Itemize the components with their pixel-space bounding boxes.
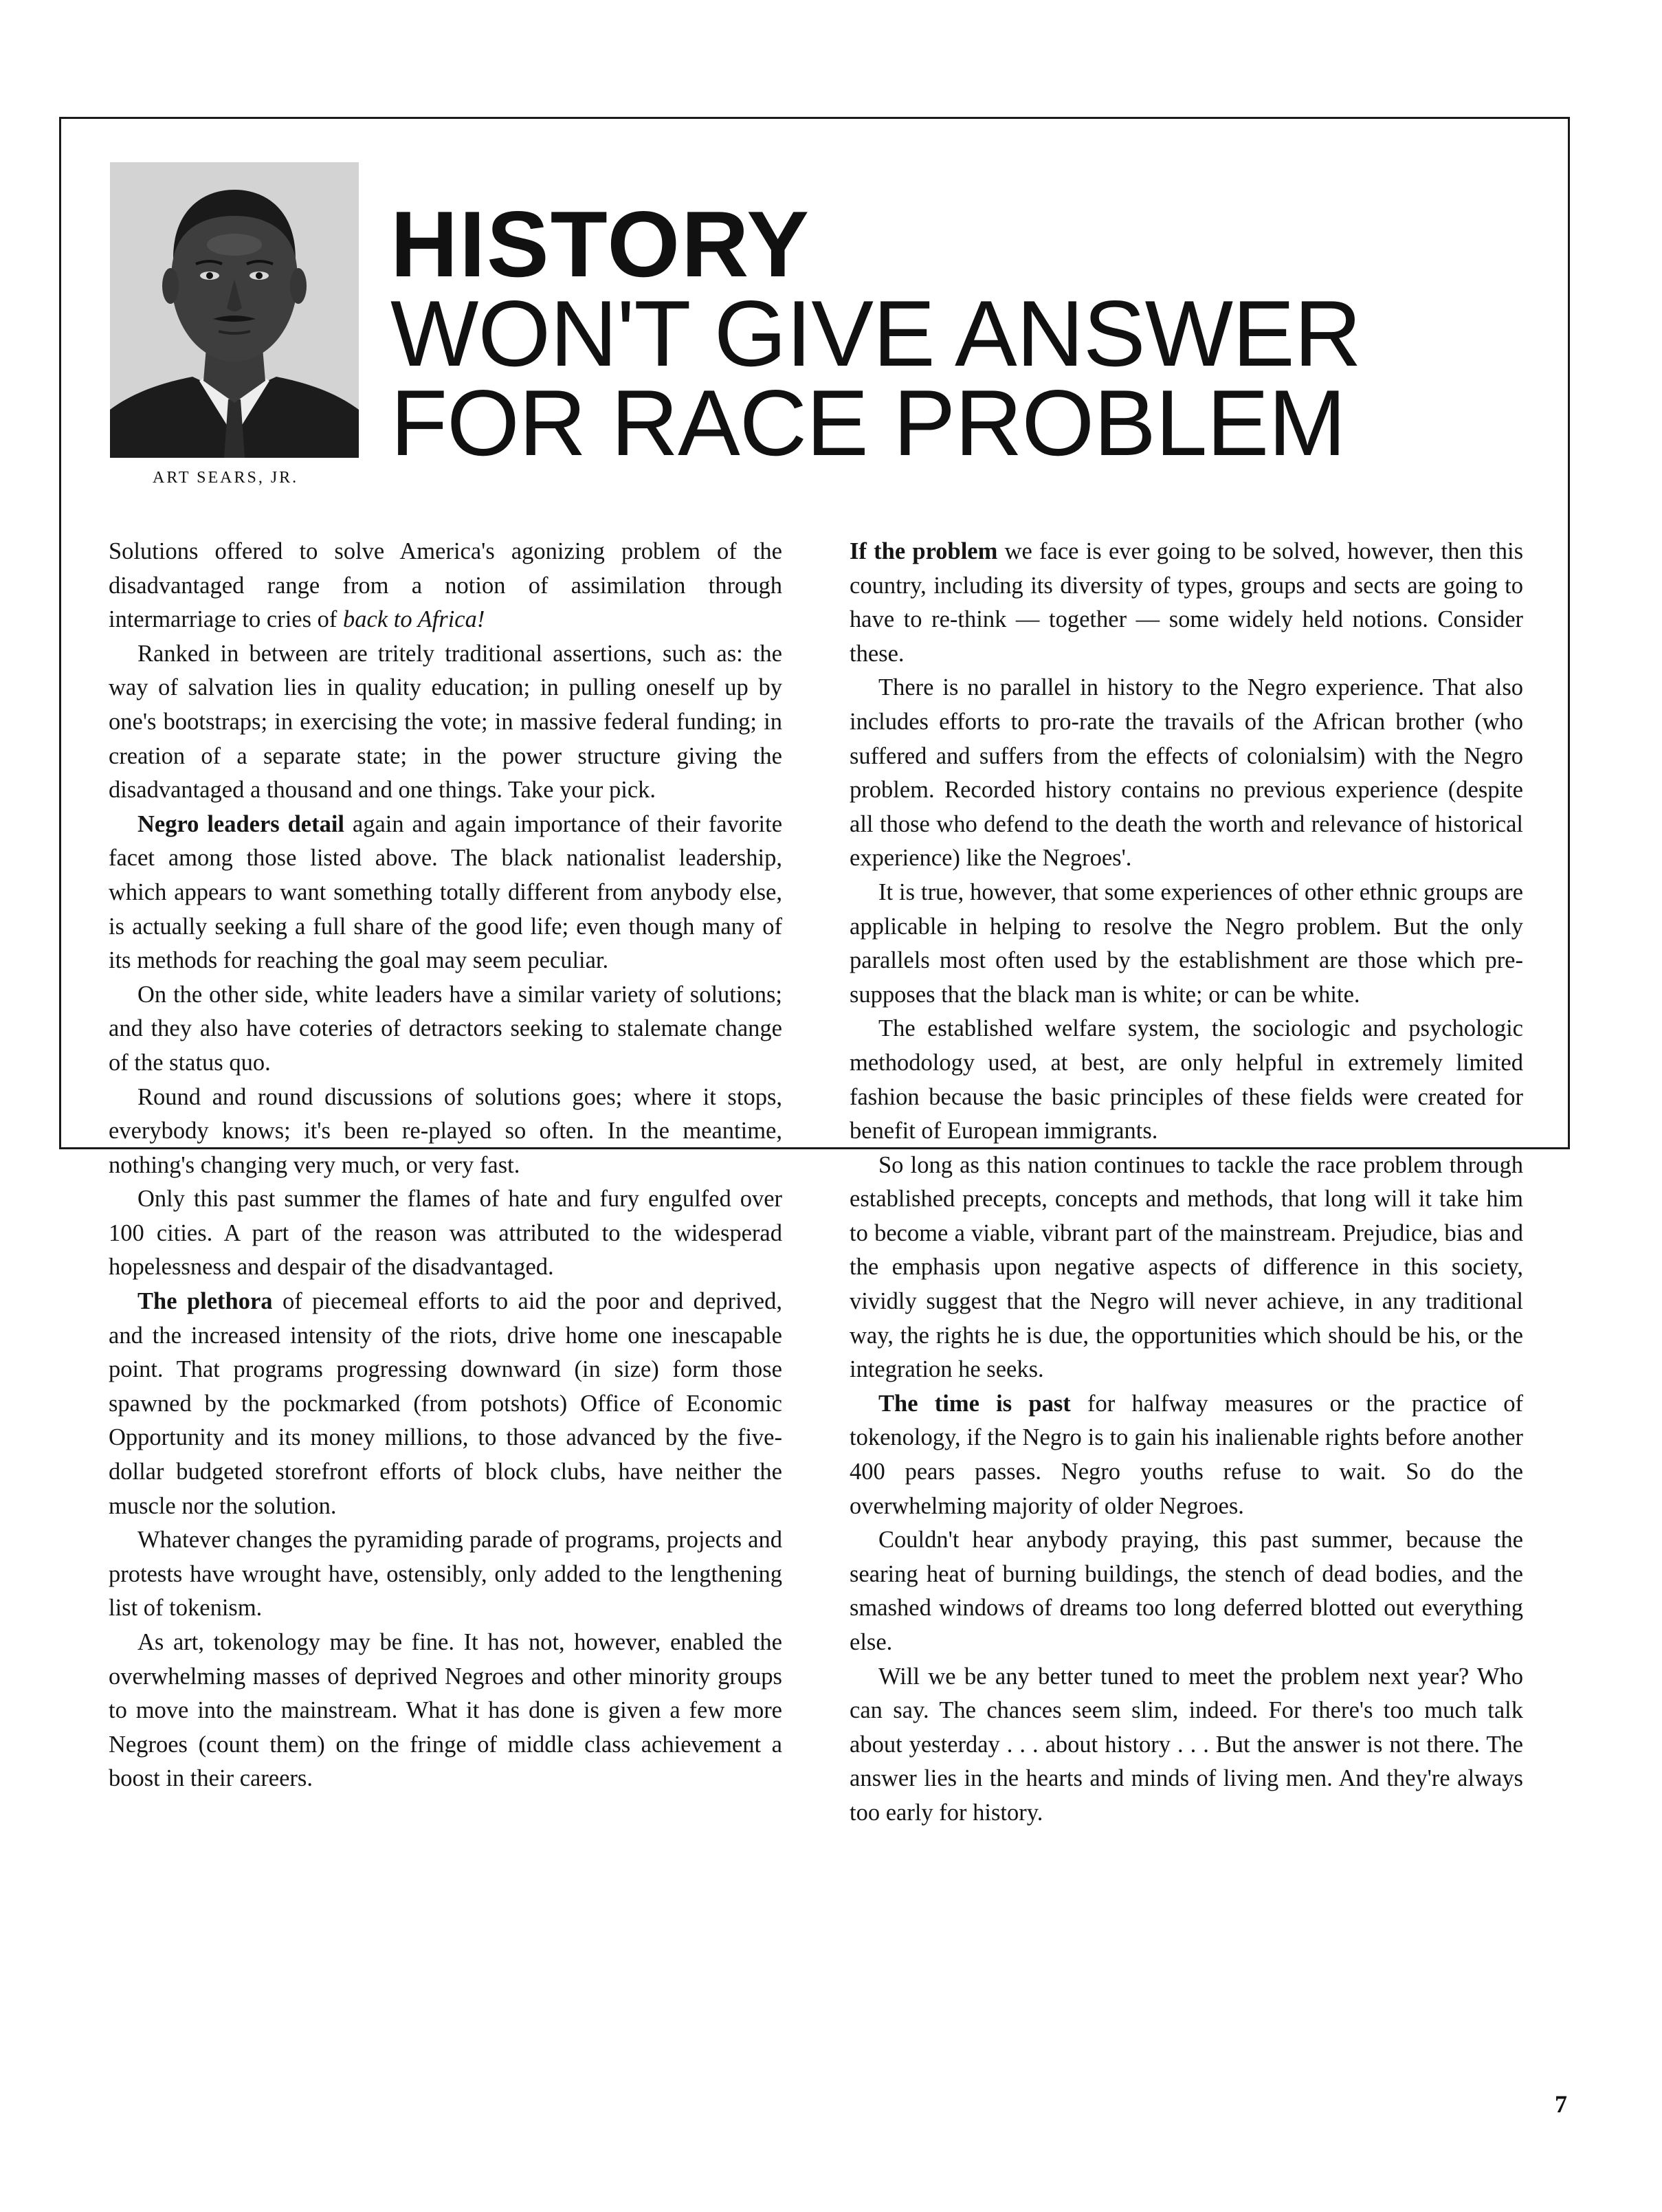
- paragraph-emphasis: back to Africa!: [343, 606, 485, 633]
- author-portrait-image: [110, 162, 359, 458]
- left-paragraph-1: [109, 535, 782, 637]
- paragraph-text: There is no parallel in history to the Negro experience. That also includes efforts to pro-rate the travails of the African brother (who suffered and suffers from the effects of colonialsim) with the Negro problem. Recorded history contains no previous experience (despite all those who defend to the death the worth and relevance of historical experience) like the Negroes'.: [850, 674, 1523, 872]
- paragraph-lead: The time is past: [878, 1390, 1071, 1417]
- left-paragraph-9: [109, 1626, 782, 1796]
- paragraph-text: again and again importance of their favorite facet among those listed above. The black nationalist leadership, which appears to want something totally different from anybody else, is actually seeking a full share of the good life; even though many of its methods for reaching the goal may seem peculiar.: [109, 810, 783, 974]
- author-photo: [110, 162, 359, 458]
- paragraph-text: Round and round discussions of solutions goes; where it stops, everybody knows; it's been re-played so often. In the meantime, nothing's changing very much, or very fast.: [109, 1083, 782, 1178]
- photo-caption: ART SEARS, JR.: [153, 469, 299, 487]
- paragraph-text: Ranked in between are tritely traditional assertions, such as: the way of salvation lies in quality education; in pulling oneself up by one's bootstraps; in exercising the vote; in massive federal funding; in creation of a separate state; in the power structure giving the disadvantaged a thousand and one things. Take your pick.: [109, 640, 782, 804]
- left-paragraph-5: [109, 1081, 782, 1183]
- paragraph-text: On the other side, white leaders have a similar variety of solutions; and they also have coteries of detractors seeking to stalemate change of the status quo.: [109, 981, 782, 1076]
- paragraph-text: Couldn't hear anybody praying, this past summer, because the searing heat of burning buildings, the stench of dead bodies, and the smashed windows of dreams too long deferred blotted out everything else.: [850, 1527, 1523, 1655]
- paragraph-text: Whatever changes the pyramiding parade of programs, projects and protests have wrought have, ostensibly, only added to the lengthening list of tokenism.: [109, 1527, 782, 1622]
- page-number: 7: [1555, 2090, 1567, 2118]
- paragraph-text: Only this past summer the flames of hate and fury engulfed over 100 cities. A part of the reason was attributed to the widesperad hopelessness and despair of the disadvantaged.: [109, 1186, 782, 1281]
- right-paragraph-4: [850, 1012, 1523, 1148]
- right-paragraph-6: [850, 1387, 1523, 1523]
- paragraph-lead: The plethora: [137, 1288, 273, 1315]
- headline-line-3: FOR RACE PROBLEM: [390, 370, 1346, 475]
- paragraph-text: Solutions offered to solve America's agonizing problem of the disadvantaged range from a notion of assimilation through intermarriage to cries of: [109, 538, 782, 633]
- left-column: [109, 535, 782, 1796]
- right-column: [850, 535, 1523, 1831]
- left-paragraph-8: [109, 1523, 782, 1626]
- left-paragraph-7: [109, 1285, 782, 1523]
- paragraph-text: we face is ever going to be solved, however, then this country, including its diversity of types, groups and sects are going to have to re-think — together — some widely held notions. Consider these.: [850, 538, 1523, 667]
- paragraph-text: The established welfare system, the sociologic and psychologic methodology used, at best, are only helpful in extremely limited fashion because the basic principles of these fields were created for benefit of European immigrants.: [850, 1015, 1523, 1144]
- headline: [390, 192, 1361, 475]
- paragraph-text: of piecemeal efforts to aid the poor and deprived, and the increased intensity of the riots, drive home one inescapable point. That programs progressing downward (in size) form those spawned by the pockmarked (from potshots) Office of Economic Opportunity and its money millions, to those advanced by the five-dollar budgeted storefront efforts of block clubs, have neither the muscle nor the solution.: [109, 1288, 782, 1519]
- headline-line-2: WON'T GIVE ANSWER: [390, 281, 1361, 386]
- right-paragraph-7: [850, 1523, 1523, 1659]
- paragraph-text: So long as this nation continues to tackle the race problem through established precepts, concepts and methods, that long will it take him to become a viable, vibrant part of the mainstream. Prejudice, bias and the emphasis upon negative aspects of difference in this society, vividly suggest that the Negro will never achieve, in any traditional way, the rights he is due, the opportunities which should be his, or the integration he seeks.: [850, 1151, 1523, 1383]
- paragraph-text: Will we be any better tuned to meet the problem next year? Who can say. The chances seem slim, indeed. For there's too much talk about yesterday . . . about history . . . But the answer is not there. The answer lies in the hearts and minds of living men. And they're always too early for history.: [850, 1663, 1523, 1826]
- left-paragraph-2: [109, 637, 782, 808]
- left-paragraph-3: [109, 808, 782, 978]
- right-paragraph-1: [850, 535, 1523, 671]
- paragraph-lead: Negro leaders detail: [137, 810, 345, 837]
- right-paragraph-3: [850, 876, 1523, 1012]
- right-paragraph-2: [850, 671, 1523, 876]
- paragraph-lead: If the problem: [850, 538, 998, 564]
- paragraph-text: for halfway measures or the practice of tokenology, if the Negro is to gain his inalienable rights before another 400 pears passes. Negro youths refuse to wait. So do the overwhelming majority of older Negroes.: [850, 1390, 1523, 1519]
- paragraph-text: As art, tokenology may be fine. It has not, however, enabled the overwhelming masses of deprived Negroes and other minority groups to move into the mainstream. What it has done is given a few more Negroes (count them) on the fringe of middle class achievement a boost in their careers.: [109, 1629, 782, 1792]
- left-paragraph-4: [109, 978, 782, 1081]
- right-paragraph-5: [850, 1149, 1523, 1387]
- headline-line-1: HISTORY: [390, 192, 810, 296]
- paragraph-text: It is true, however, that some experiences of other ethnic groups are applicable in helping to resolve the Negro problem. But the only parallels most often used by the establishment are those which pre-supposes that the black man is white; or can be white.: [850, 878, 1523, 1008]
- right-paragraph-8: [850, 1660, 1523, 1831]
- left-paragraph-6: [109, 1182, 782, 1285]
